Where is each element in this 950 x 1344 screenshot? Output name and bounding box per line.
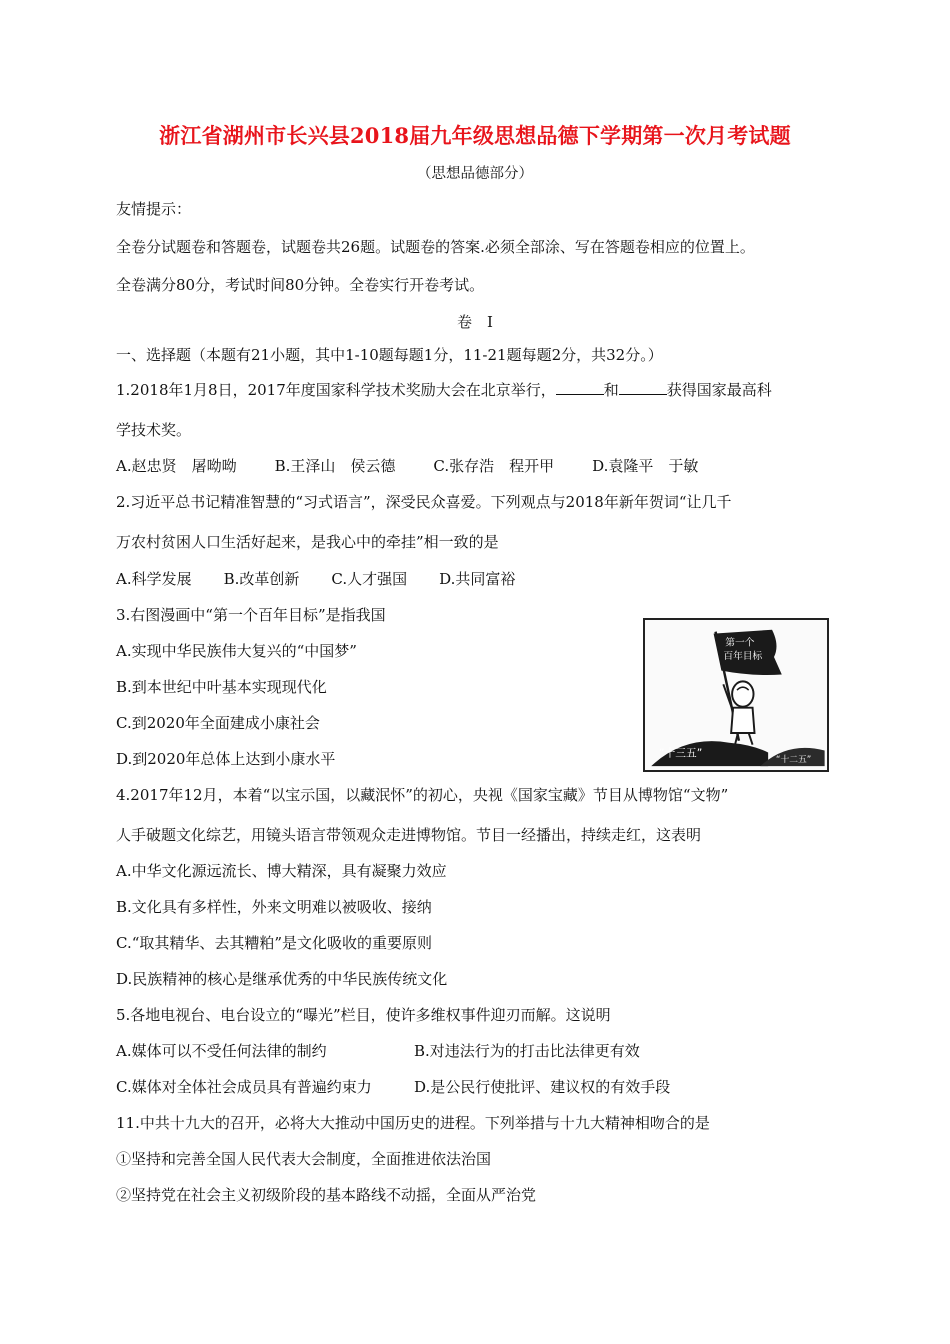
notice-heading: 友情提示： [116,200,192,218]
cartoon-drawing [645,620,827,770]
question-4-stem-cont: 人手破题文化综艺，用镜头语言带领观众走进博物馆。节目一经播出，持续走红，这表明 [116,826,702,844]
person-head [732,681,753,706]
flag-text-line: 第一个 [725,637,755,649]
option: A.媒体可以不受任何法律的制约 [116,1042,327,1060]
question-5-options-row [116,1077,670,1097]
option: C.人才强国 [331,570,408,588]
person-body [731,708,754,733]
question-2-stem-cont: 万农村贫困人口生活好起来，是我心中的牵挂”相一致的是 [116,533,499,551]
option: C.张存浩 程开甲 [433,457,555,475]
answer-blank [619,380,667,395]
list-item: ②坚持党在社会主义初级阶段的基本路线不动摇，全面从严治党 [116,1186,537,1204]
question-1-stem-cont: 学技术奖。 [116,421,192,439]
option: A.赵忠贤 屠呦呦 [116,457,237,475]
person-leg [749,733,753,745]
option: B.王泽山 侯云德 [274,457,396,475]
question-11-stem: 11.中共十九大的召开，必将大大推动中国历史的进程。下列举措与十九大精神相吻合的是 [116,1114,710,1132]
option: B.对违法行为的打击比法律更有效 [414,1042,640,1060]
option: D.袁隆平 于敏 [592,457,699,475]
exam-subtitle: （思想品德部分） [417,166,533,182]
notice-line: 全卷满分80分，考试时间80分钟。全卷实行开卷考试。 [116,276,485,294]
option: D.共同富裕 [439,570,516,588]
option: B.文化具有多样性，外来文明难以被吸收、接纳 [116,898,432,916]
cartoon-image [643,618,829,772]
option: D.是公民行使批评、建议权的有效手段 [414,1078,671,1096]
question-2-stem: 2.习近平总书记精准智慧的“习式语言”，深受民众喜爱。下列观点与2018年新年贺词“让几千 [116,493,732,511]
option: B.到本世纪中叶基本实现现代化 [116,678,327,696]
option: D.民族精神的核心是继承优秀的中华民族传统文化 [116,970,448,988]
option: A.中华文化源远流长、博大精深，具有凝聚力效应 [116,862,447,880]
question-1-stem [116,380,772,400]
answer-blank [556,380,604,395]
question-1-options [116,456,698,476]
option: C.“取其精华、去其糟粕”是文化吸收的重要原则 [116,934,433,952]
question-3-stem: 3.右图漫画中“第一个百年目标”是指我国 [116,606,386,624]
question-1-stem-part: 和 [603,381,619,399]
question-5-stem: 5.各地电视台、电台设立的“曝光”栏目，使许多维权事件迎刃而解。这说明 [116,1006,611,1024]
question-2-options [116,569,515,589]
hill-left-label: “十三五” [659,746,703,760]
option: C.到2020年全面建成小康社会 [116,714,320,732]
question-1-stem-part: 获得国家最高科 [666,381,772,399]
question-4-stem: 4.2017年12月，本着“以宝示国，以藏泯怀”的初心，央视《国家宝藏》节目从博物馆“文物” [116,786,729,804]
hill-right-label: “十二五” [775,755,812,766]
list-item: ①坚持和完善全国人民代表大会制度，全面推进依法治国 [116,1150,492,1168]
question-5-options-row [116,1041,640,1061]
flag-text-line: 百年目标 [723,650,763,662]
notice-line: 全卷分试题卷和答题卷，试题卷共26题。试题卷的答案.必须全部涂、写在答题卷相应的位置上。 [116,238,755,256]
exam-title: 浙江省湖州市长兴县2018届九年级思想品德下学期第一次月考试题 [159,123,791,148]
option: D.到2020年总体上达到小康水平 [116,750,336,768]
option: A.实现中华民族伟大复兴的“中国梦” [116,642,357,660]
section-heading: 一、选择题（本题有21小题，其中1-10题每题1分，11-21题每题2分，共32分。） [116,346,663,364]
option: A.科学发展 [116,570,192,588]
volume-label: 卷 I [457,313,493,331]
option: C.媒体对全体社会成员具有普遍约束力 [116,1078,372,1096]
question-1-stem-part: 1.2018年1月8日，2017年度国家科学技术奖励大会在北京举行， [116,381,556,399]
option: B.改革创新 [223,570,300,588]
